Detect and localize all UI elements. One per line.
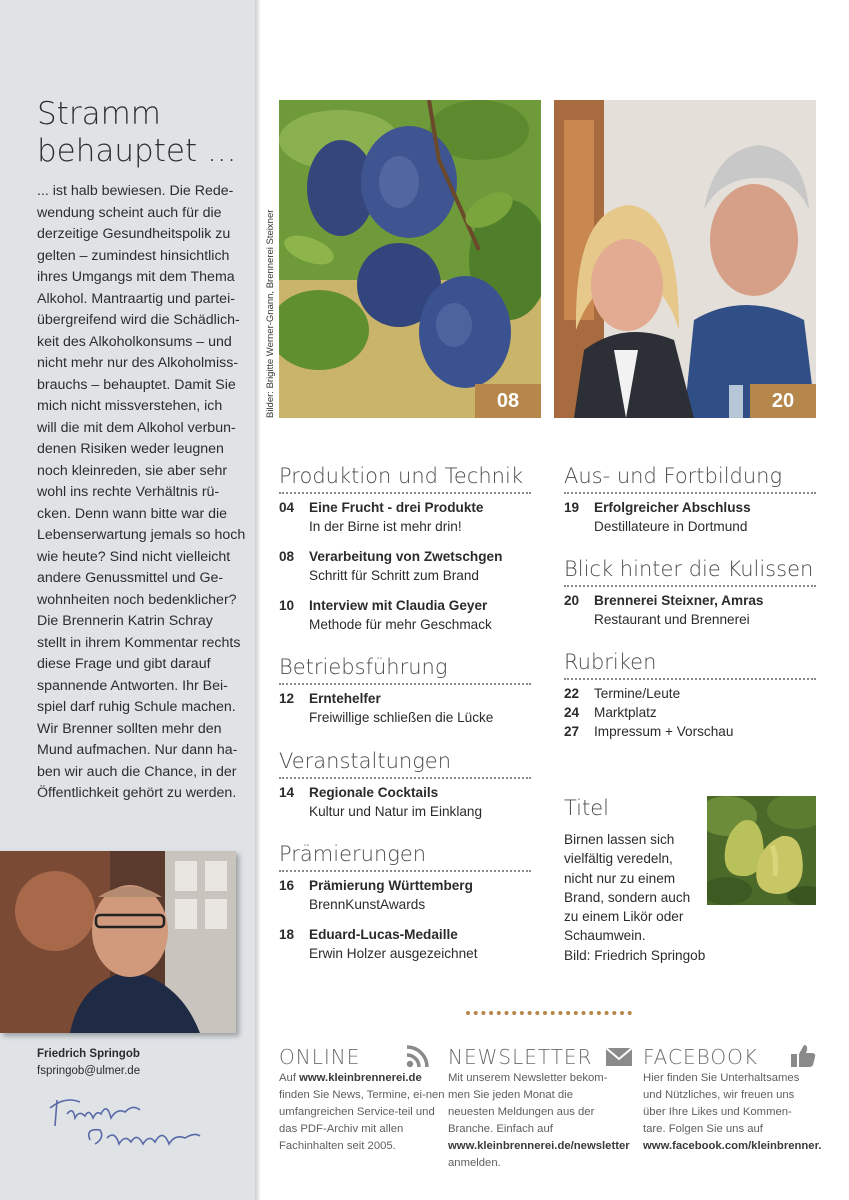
separator-dot <box>566 1011 570 1015</box>
editorial-line: ihres Umgangs mit dem Thema <box>37 269 235 285</box>
editorial-line: ben wir auch die Chance, in der <box>37 763 237 780</box>
editorial-line: mich nicht missverstehen, ich <box>37 398 223 414</box>
toc-subtitle: Erwin Holzer ausgezeichnet <box>309 946 478 961</box>
toc-page-number: 24 <box>564 705 580 720</box>
toc-page-number: 16 <box>279 878 295 893</box>
toc-page-number: 10 <box>279 598 295 613</box>
editorial-line: will die mit dem Alkohol verbun- <box>37 419 236 436</box>
separator-dot <box>628 1011 632 1015</box>
online-text-part: Auf <box>279 1072 300 1084</box>
separator-dot <box>605 1011 609 1015</box>
dotted-separator <box>465 1009 635 1017</box>
online-text-part: finden Sie News, Termine, ei-nen umfangreichen Service-teil und das PDF-Archiv mit allen Fachinhalten seit 2005. <box>279 1089 445 1152</box>
newsletter-text-part: Mit unserem Newsletter bekom-men Sie jeden Monat die neuesten Meldungen aus der Branche. Einfach auf <box>448 1072 608 1135</box>
editorial-line: übergreifend wird die Schädlich- <box>37 312 240 328</box>
separator-dot <box>528 1011 532 1015</box>
separator-dot <box>543 1011 547 1015</box>
online-link[interactable]: www.kleinbrennerei.de <box>299 1072 422 1084</box>
editorial-line: ... ist halb bewiesen. Die Rede- <box>37 183 234 199</box>
editorial-line: Alkohol. Mantraartig und partei- <box>37 290 235 307</box>
editorial-line: keit des Alkoholkonsums – und <box>37 333 232 350</box>
photo-credit <box>258 100 280 418</box>
editorial-line: Wir Brenner sollten mehr den <box>37 720 222 737</box>
toc-title: Interview mit Claudia Geyer <box>309 598 488 613</box>
newsletter-text <box>448 1070 630 1172</box>
toc-page-number: 04 <box>279 500 295 515</box>
separator-dot <box>474 1011 478 1015</box>
separator-dot <box>489 1011 493 1015</box>
thumbs-up-icon[interactable] <box>790 1043 816 1069</box>
newsletter-heading: NEWSLETTER <box>448 1045 593 1069</box>
toc-page-number: 18 <box>279 927 295 942</box>
separator-dot <box>597 1011 601 1015</box>
facebook-text-part: Hier finden Sie Unterhaltsames und Nützliches, wir freuen uns über Ihre Likes und Kommen-tare. Folgen Sie uns auf <box>643 1072 800 1135</box>
separator-dot <box>558 1011 562 1015</box>
facebook-heading: FACEBOOK <box>643 1045 758 1069</box>
editorial-line: nicht mehr nur des Alkoholmiss- <box>37 355 239 371</box>
newsletter-link[interactable]: www.kleinbrennerei.de/newsletter <box>448 1140 630 1152</box>
toc-subtitle: Methode für mehr Geschmack <box>309 617 492 632</box>
cover-caption-line: vielfältig veredeln, <box>564 851 673 867</box>
toc-title: Erntehelfer <box>309 691 381 706</box>
editorial-line: spiel darf ruhig Schule machen. <box>37 699 236 715</box>
editorial-line: wendung scheint auch für die <box>37 204 222 221</box>
editorial-line: derzeitige Gesundheitspolik zu <box>37 226 231 242</box>
toc-page-number: 27 <box>564 724 580 739</box>
cover-photo-pears <box>707 796 816 905</box>
editorial-title-line: behauptet ... <box>37 133 237 169</box>
editorial-line: Öffentlichkeit gehört zu werden. <box>37 785 237 801</box>
separator-dot <box>466 1011 470 1015</box>
cover-caption-line: Brand, sondern auch <box>564 889 691 905</box>
editorial-line: stellt in ihrem Kommentar rechts <box>37 634 241 651</box>
section-heading: Aus- und Fortbildung <box>564 464 816 494</box>
toc-title: Verarbeitung von Zwetschgen <box>309 549 503 564</box>
toc-page-number: 20 <box>564 593 580 608</box>
toc-title: Prämierung Württemberg <box>309 878 473 893</box>
section-heading: Veranstaltungen <box>279 749 531 779</box>
rss-icon[interactable] <box>405 1043 431 1069</box>
separator-dot <box>497 1011 501 1015</box>
separator-dot <box>582 1011 586 1015</box>
editorial-line: diese Frage und gibt darauf <box>37 656 211 672</box>
editorial-line: wohl ins rechte Verhältnis rü- <box>37 484 220 500</box>
editorial-line: andere Genussmittel und Ge- <box>37 570 224 586</box>
toc-subtitle: Destillateure in Dortmund <box>594 519 748 534</box>
toc-subtitle: In der Birne ist mehr drin! <box>309 519 462 534</box>
rubric-label: Marktplatz <box>594 705 657 720</box>
cover-caption-line: nicht nur zu einem <box>564 870 676 886</box>
section-heading: Prämierungen <box>279 842 531 872</box>
cover-heading: Titel <box>564 796 610 820</box>
toc-subtitle: Kultur und Natur im Einklang <box>309 804 483 819</box>
separator-dot <box>505 1011 509 1015</box>
editorial-line: Lebenserwartung jemals so hoch <box>37 527 246 543</box>
toc-page-number: 08 <box>279 549 295 564</box>
editorial-title <box>37 96 247 170</box>
editorial-title-line: Stramm <box>37 96 161 132</box>
page-badge[interactable]: 20 <box>750 384 816 418</box>
editorial-line: Mund aufmachen. Nur dann ha- <box>37 742 238 758</box>
separator-dot <box>512 1011 516 1015</box>
cover-caption-line: zu einem Likör oder <box>564 909 684 925</box>
section-heading: Betriebsführung <box>279 655 531 685</box>
couple-photo <box>554 100 816 418</box>
separator-dot <box>520 1011 524 1015</box>
author-photo <box>0 851 236 1033</box>
separator-dot <box>620 1011 624 1015</box>
separator-dot <box>574 1011 578 1015</box>
cover-caption-line: Schaumwein. <box>564 928 646 944</box>
editorial-line: wie heute? Sind nicht vielleicht <box>37 548 231 565</box>
editorial-body <box>37 181 246 805</box>
editorial-line: spannende Antworten. Ihr Bei- <box>37 677 228 694</box>
author-signature <box>45 1088 205 1158</box>
editorial-line: Die Brennerin Katrin Schray <box>37 613 213 629</box>
cover-caption <box>564 830 704 965</box>
plums-photo <box>279 100 541 418</box>
toc-title: Eine Frucht - drei Produkte <box>309 500 484 515</box>
toc-title: Eduard-Lucas-Medaille <box>309 927 458 942</box>
online-heading: ONLINE <box>279 1045 361 1069</box>
section-heading: Rubriken <box>564 650 816 680</box>
online-text <box>279 1070 449 1155</box>
separator-dot <box>589 1011 593 1015</box>
page-badge[interactable]: 08 <box>475 384 541 418</box>
editorial-line: wohnheiten noch bedenklicher? <box>37 591 237 608</box>
toc-title: Erfolgreicher Abschluss <box>594 500 751 515</box>
toc-page-number: 22 <box>564 686 580 701</box>
toc-subtitle: Restaurant und Brennerei <box>594 612 750 627</box>
toc-page-number: 12 <box>279 691 295 706</box>
facebook-text <box>643 1070 822 1155</box>
section-heading: Produktion und Technik <box>279 464 531 494</box>
rubric-label: Impressum + Vorschau <box>594 724 734 739</box>
section-heading: Blick hinter die Kulissen <box>564 557 816 587</box>
editorial-line: brauchs – behauptet. Damit Sie <box>37 376 236 393</box>
newsletter-text-part: anmelden. <box>448 1157 501 1169</box>
toc-page-number: 19 <box>564 500 580 515</box>
toc-title: Brennerei Steixner, Amras <box>594 593 764 608</box>
photo-credit-text: Bilder: Brigitte Werner-Gnann, Brennerei Steixner <box>265 209 276 418</box>
separator-dot <box>535 1011 539 1015</box>
rubric-label: Termine/Leute <box>594 686 681 701</box>
envelope-icon[interactable] <box>605 1043 633 1069</box>
facebook-link[interactable]: www.facebook.com/kleinbrenner. <box>643 1140 822 1152</box>
toc-subtitle: Freiwillige schließen die Lücke <box>309 710 494 725</box>
toc-subtitle: Schritt für Schritt zum Brand <box>309 568 479 583</box>
toc-page-number: 14 <box>279 785 295 800</box>
toc-subtitle: BrennKunstAwards <box>309 897 426 912</box>
separator-dot <box>612 1011 616 1015</box>
cover-caption-line: Bild: Friedrich Springob <box>564 947 706 963</box>
cover-caption-line: Birnen lassen sich <box>564 832 675 847</box>
separator-dot <box>551 1011 555 1015</box>
author-email[interactable]: fspringob@ulmer.de <box>37 1065 141 1077</box>
toc-title: Regionale Cocktails <box>309 785 439 800</box>
author-name: Friedrich Springob <box>37 1048 140 1060</box>
editorial-line: gelten – zumindest hinsichtlich <box>37 247 230 264</box>
separator-dot <box>481 1011 485 1015</box>
editorial-line: denen Risiken weder leugnen <box>37 441 224 457</box>
editorial-line: noch kleinreden, sie aber sehr <box>37 462 228 479</box>
editorial-line: cken. Denn wann bitte war die <box>37 505 228 522</box>
